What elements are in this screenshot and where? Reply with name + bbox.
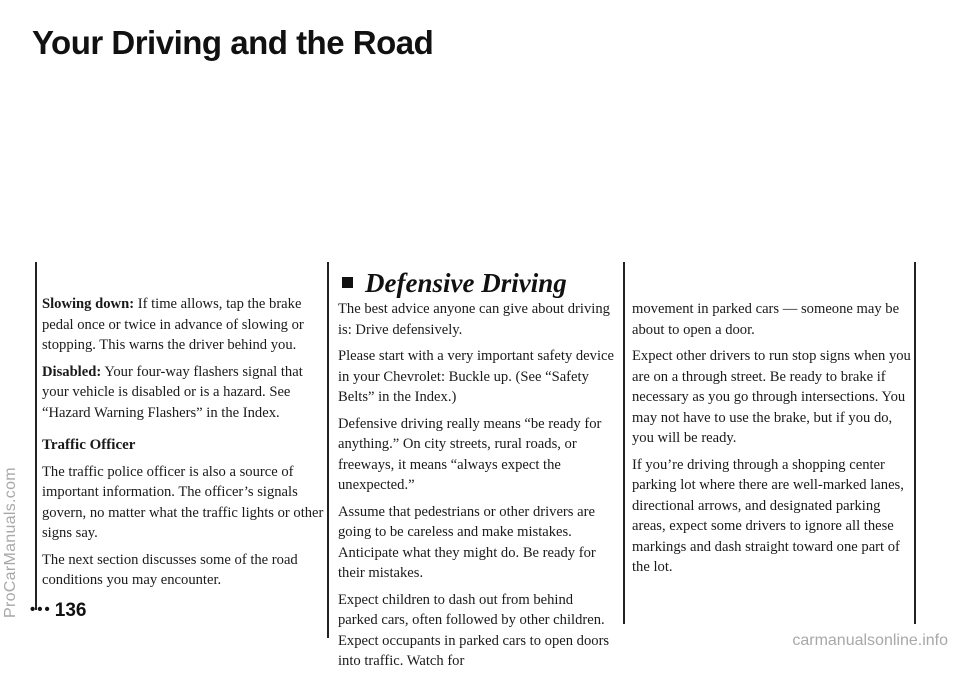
column-right (632, 299, 912, 584)
page-number-value: 136 (54, 600, 87, 621)
page-number (30, 600, 86, 622)
paragraph-traffic-2: The next section discusses some of the road conditions you may encounter. (42, 551, 298, 588)
section-heading (342, 268, 567, 299)
slowing-text: If time allows, tap the brake pedal once or twice in advance of slowing or stopping. This warns the driver behind you. (42, 296, 304, 353)
page-title: Your Driving and the Road (32, 24, 434, 61)
section-heading-text: Defensive Driving (365, 268, 567, 298)
paragraph-traffic-1: The traffic police officer is also a source of important information. The officer’s signals govern, no matter what the traffic lights or other signs say. (42, 463, 324, 541)
column-rule-middle (327, 262, 329, 638)
paragraph-slowing (42, 294, 326, 356)
paragraph-assume: Assume that pedestrians or other drivers are going to be careless and make mistakes. Anticipate what they might do. Be ready for their mistakes. (338, 503, 596, 581)
disabled-text: Your four-way flashers signal that your vehicle is disabled or is a hazard. See “Hazard Warning Flashers” in the Index. (42, 363, 303, 421)
column-rule-center (623, 262, 625, 624)
page-number-dots: ••• (30, 601, 52, 618)
paragraph-children: Expect children to dash out from behind parked cars, often followed by other children. Expect occupants in parked cars to open doors into traffic. Watch for (338, 591, 610, 669)
side-watermark: ProCarManuals.com (2, 467, 19, 618)
column-middle (338, 299, 614, 678)
disabled-label: Disabled: (42, 363, 102, 380)
column-rule-right (914, 262, 916, 624)
paragraph-disabled (42, 362, 326, 424)
paragraph-stop-signs: Expect other drivers to run stop signs when you are on a through street. Be ready to brake if necessary as you go through intersections. You may not have to use the brake, but if you do, you will be ready. (632, 348, 911, 446)
paragraph-advice: The best advice anyone can give about driving is: Drive defensively. (338, 301, 610, 338)
paragraph-parking-lot: If you’re driving through a shopping center parking lot where there are well-marked lanes, directional arrows, and designated parking areas, expect some drivers to ignore all these markings and dash straight toward one part of the lot. (632, 456, 904, 575)
traffic-officer-heading: Traffic Officer (42, 437, 136, 453)
column-left (42, 294, 326, 597)
slowing-label: Slowing down: (42, 296, 135, 312)
paragraph-ready: Defensive driving really means “be ready for anything.” On city streets, rural roads, or freeways, it means “always expect the unexpected.” (338, 415, 602, 493)
column-rule-left (35, 262, 37, 610)
square-bullet-icon (342, 277, 353, 288)
footer-watermark: carmanualsonline.info (792, 632, 948, 649)
paragraph-movement: movement in parked cars — someone may be about to open a door. (632, 301, 900, 338)
paragraph-safety: Please start with a very important safety device in your Chevrolet: Buckle up. (See “Safety Belts” in the Index.) (338, 348, 614, 405)
